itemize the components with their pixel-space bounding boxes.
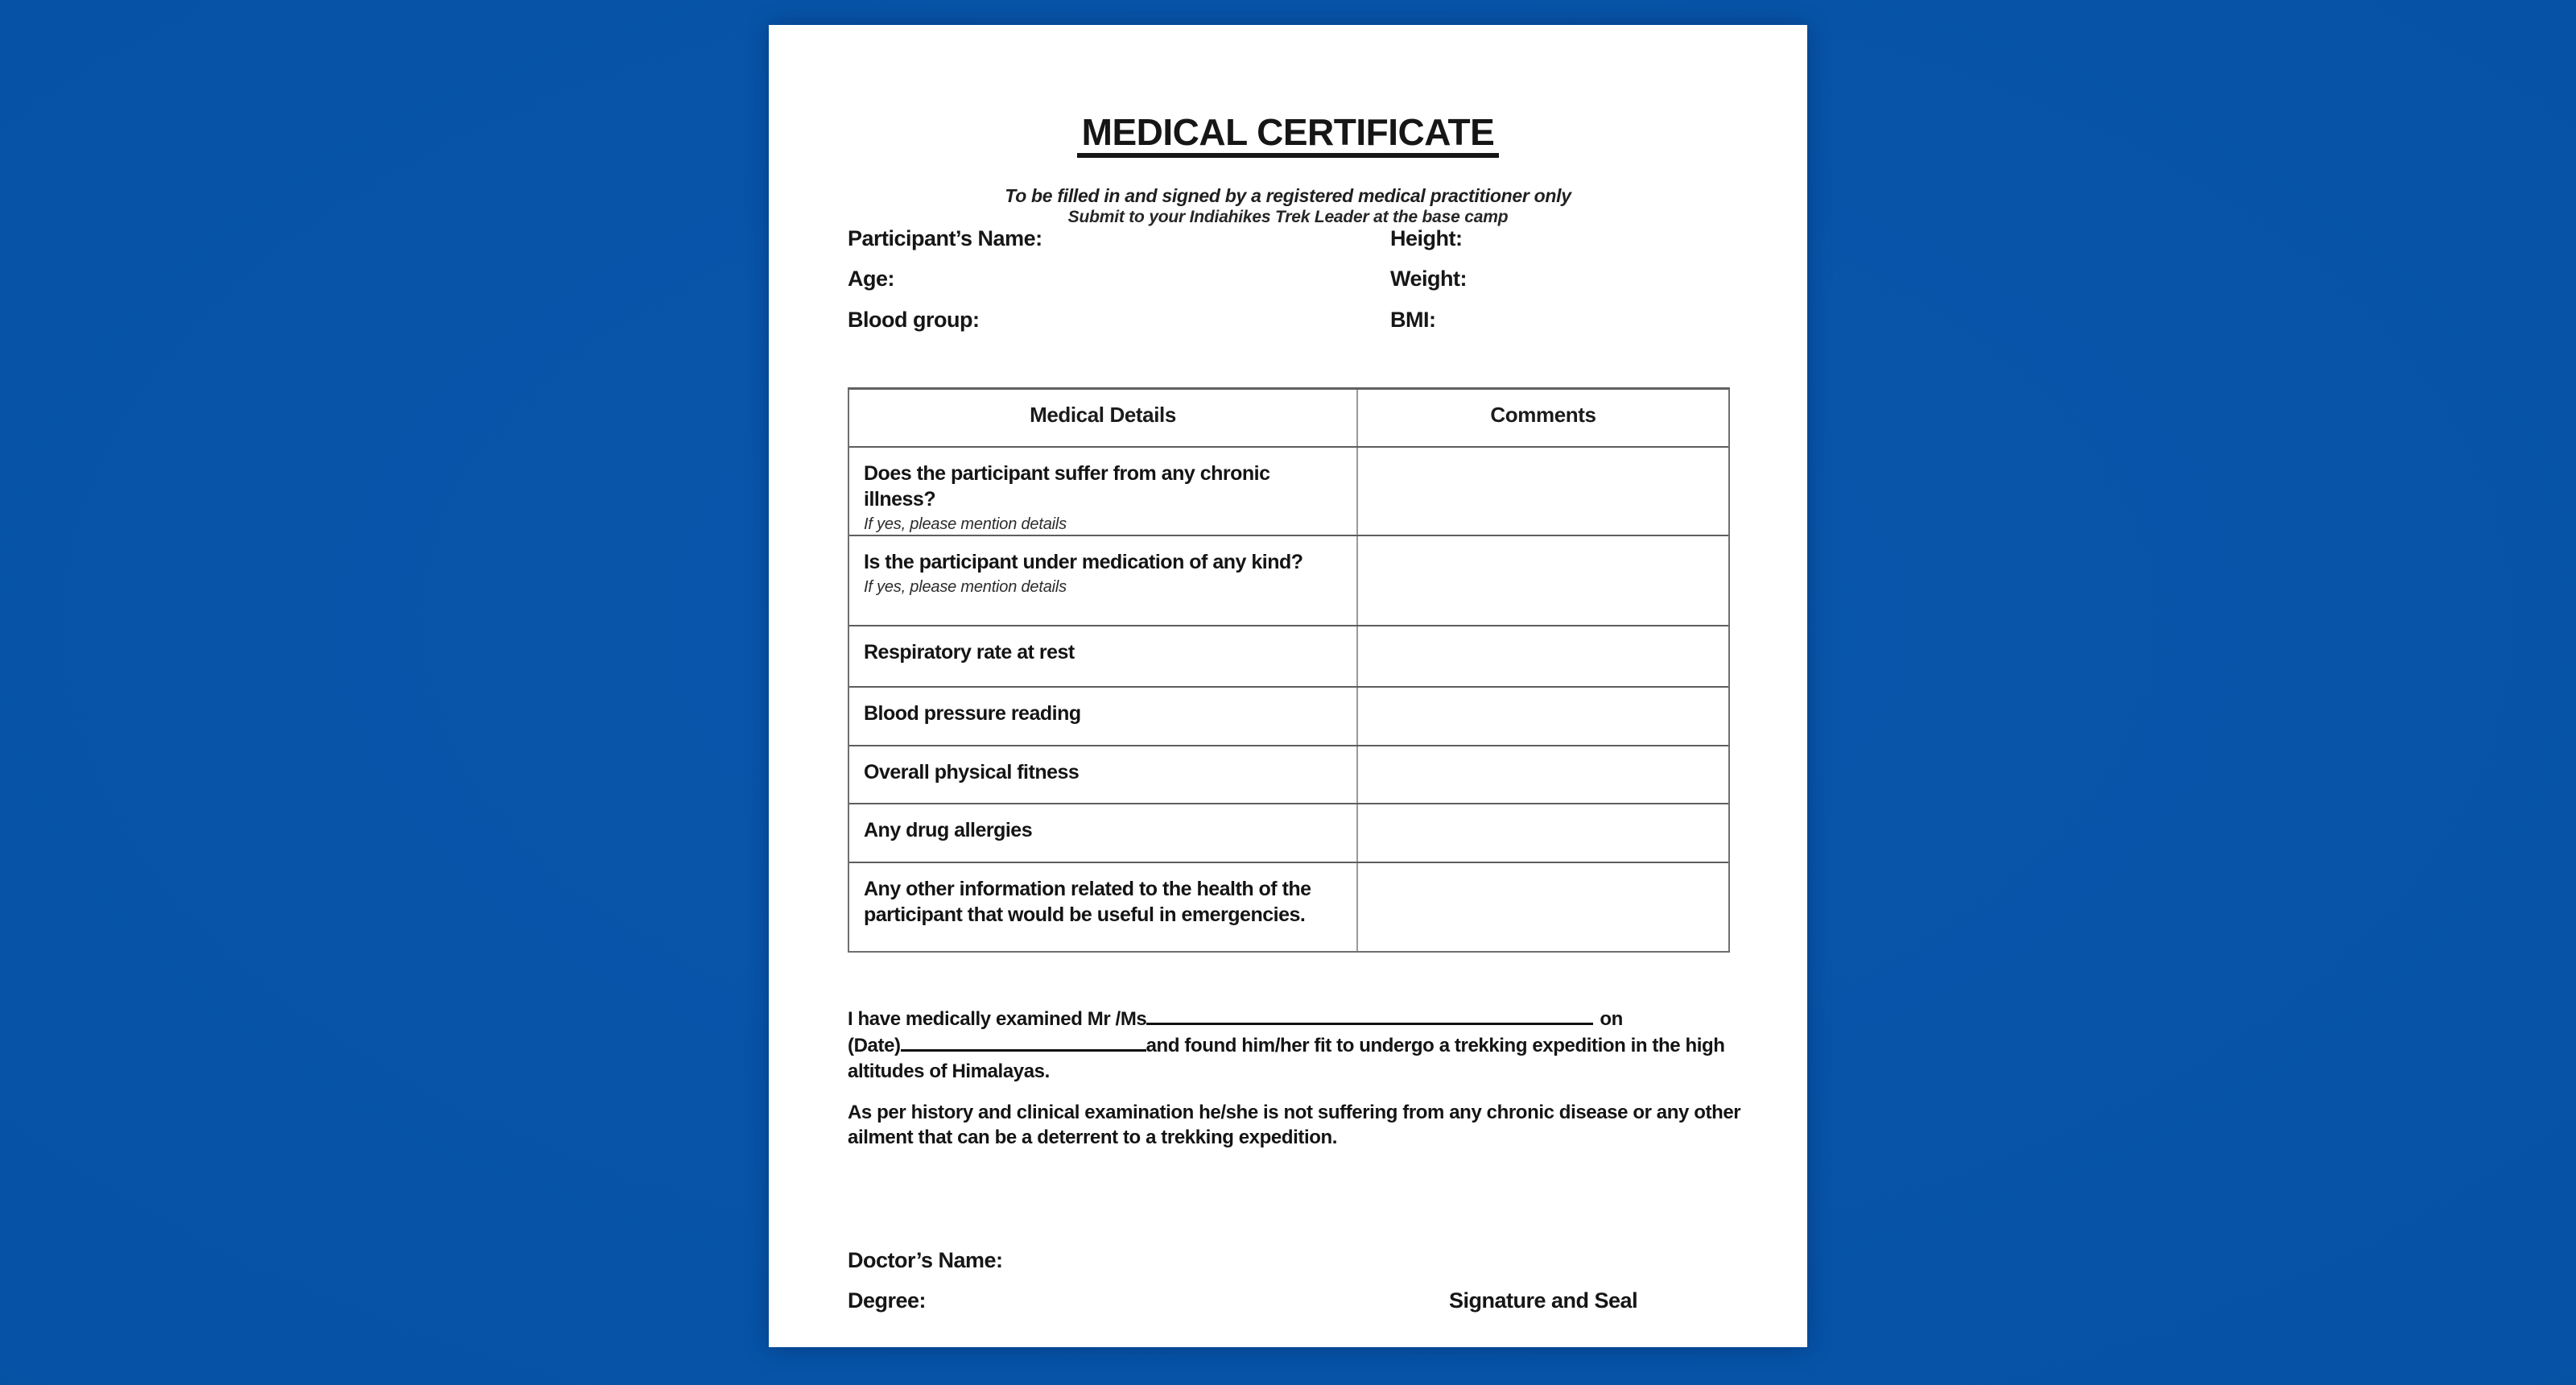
history-paragraph xyxy=(848,1100,1781,1150)
table-row xyxy=(849,746,1728,804)
question-text: Any drug allergies xyxy=(864,819,1033,841)
altitudes-line: altitudes of Himalayas. xyxy=(848,1060,1050,1082)
question-note: If yes, please mention details xyxy=(864,578,1067,596)
comment-cell[interactable] xyxy=(1358,804,1728,862)
examined-suffix-text: on xyxy=(1600,1008,1623,1030)
question-cell xyxy=(849,688,1358,745)
declaration-section xyxy=(848,1006,1781,1150)
question-cell xyxy=(849,863,1358,951)
fit-text: and found him/her fit to undergo a trekking expedition in the high xyxy=(1146,1035,1725,1056)
table-header-row xyxy=(849,390,1728,448)
examined-prefix-text: I have medically examined Mr /Ms xyxy=(848,1008,1147,1030)
date-blank-field[interactable] xyxy=(901,1032,1146,1052)
history-line-2: ailment that can be a deterrent to a trekking expedition. xyxy=(848,1127,1338,1148)
date-prefix-text: (Date) xyxy=(848,1035,901,1056)
table-row xyxy=(849,804,1728,863)
document-subtitle-submit: Submit to your Indiahikes Trek Leader at the base camp xyxy=(1067,208,1509,226)
table-row xyxy=(849,688,1728,746)
height-label: Height: xyxy=(1390,226,1463,250)
table-row xyxy=(849,448,1728,536)
question-cell xyxy=(849,448,1358,535)
question-cell xyxy=(849,746,1358,803)
question-text: Any other information related to the health of the xyxy=(864,878,1311,900)
document-title: MEDICAL CERTIFICATE xyxy=(1077,114,1500,158)
question-text: Does the participant suffer from any chronic illness? xyxy=(864,462,1270,511)
document-header xyxy=(769,111,1807,158)
medical-details-table xyxy=(848,387,1730,953)
age-label: Age: xyxy=(848,267,894,291)
question-text: Is the participant under medication of any kind? xyxy=(864,551,1303,573)
blood-group-label: Blood group: xyxy=(848,308,980,332)
bmi-label: BMI: xyxy=(1390,308,1436,332)
question-text: Blood pressure reading xyxy=(864,702,1081,725)
question-text: Respiratory rate at rest xyxy=(864,641,1075,664)
table-row xyxy=(849,536,1728,626)
document-subtitle-practitioner: To be filled in and signed by a registered medical practitioner only xyxy=(1005,185,1571,206)
question-note: If yes, please mention details xyxy=(864,515,1067,533)
name-blank-field[interactable] xyxy=(1146,1006,1593,1025)
certificate-page xyxy=(769,25,1807,1347)
table-row xyxy=(849,863,1728,951)
examined-line xyxy=(848,1006,1781,1032)
question-cell xyxy=(849,626,1358,686)
question-cell xyxy=(849,536,1358,625)
comment-cell[interactable] xyxy=(1358,746,1728,803)
signature-seal-label: Signature and Seal xyxy=(1449,1288,1638,1313)
medical-details-header: Medical Details xyxy=(849,390,1358,446)
question-text-line2: participant that would be useful in emergencies. xyxy=(864,903,1306,926)
date-line xyxy=(848,1032,1781,1059)
question-text: Overall physical fitness xyxy=(864,761,1080,783)
weight-label: Weight: xyxy=(1390,267,1467,291)
table-row xyxy=(849,626,1728,688)
question-cell xyxy=(849,804,1358,862)
doctor-name-label: Doctor’s Name: xyxy=(848,1248,1003,1272)
history-line-1: As per history and clinical examination he/she is not suffering from any chronic disease or any other xyxy=(848,1102,1741,1123)
comment-cell[interactable] xyxy=(1358,448,1728,535)
comment-cell[interactable] xyxy=(1358,626,1728,686)
comment-cell[interactable] xyxy=(1358,863,1728,951)
comment-cell[interactable] xyxy=(1358,536,1728,625)
comments-header: Comments xyxy=(1490,403,1596,427)
comment-cell[interactable] xyxy=(1358,688,1728,745)
degree-label: Degree: xyxy=(848,1288,927,1313)
participant-name-label: Participant’s Name: xyxy=(848,226,1042,250)
